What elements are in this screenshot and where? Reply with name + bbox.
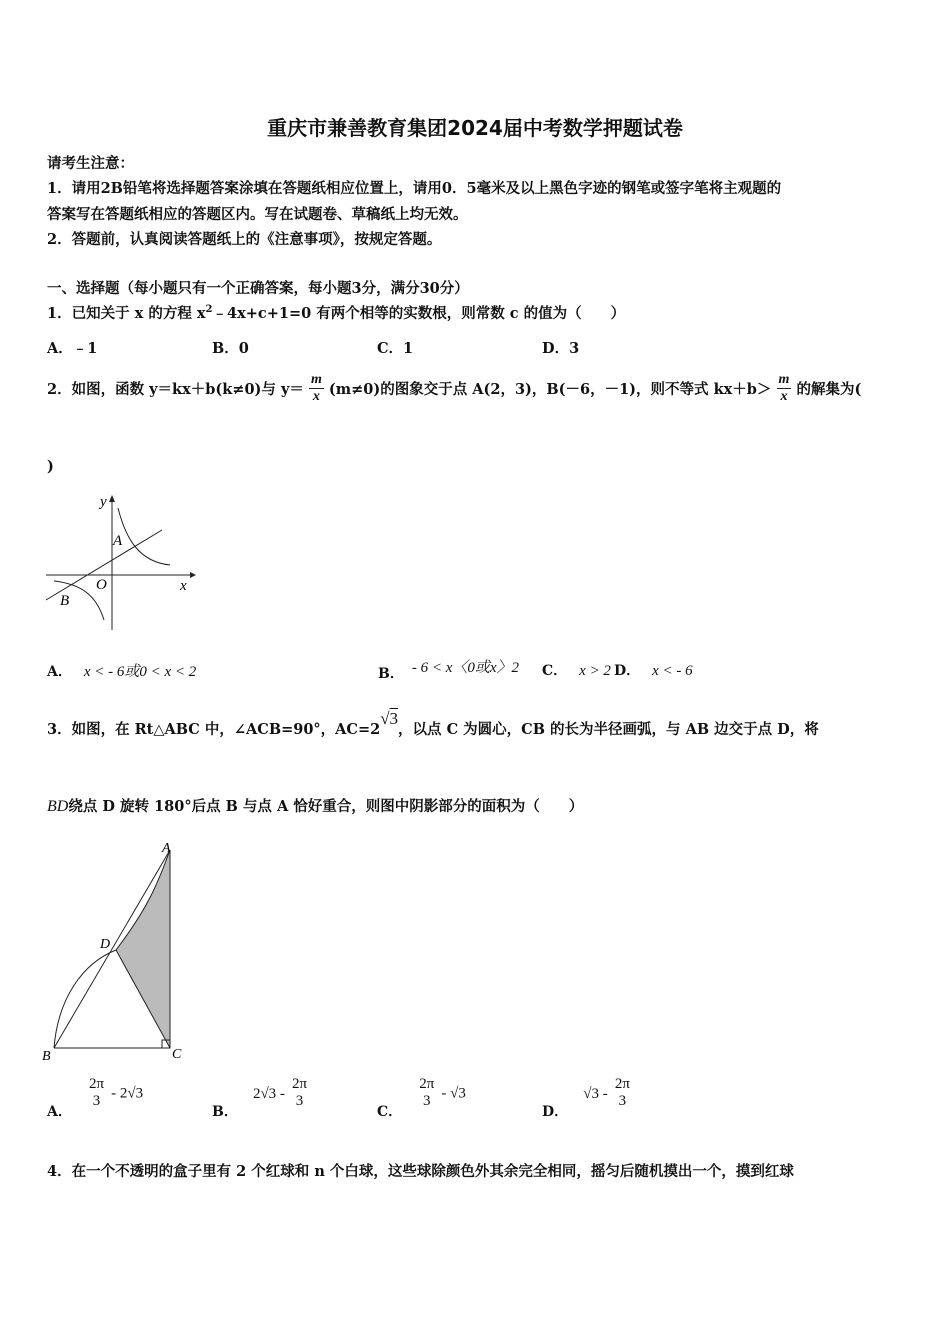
q2-option-d[interactable]: D． x < - 6 [614,663,693,679]
question-4: 4．在一个不透明的盒子里有 2 个红球和 n 个白球，这些球除颜色外其余完全相同，摇匀后随机摸出一个，摸到红球 [47,1163,794,1180]
figure-label-d: D [100,937,111,952]
q2-option-b[interactable]: B． - 6 < x〈0或x〉2 [378,660,520,682]
q3-line2 [47,795,583,816]
notice-line1a: 1．请用2B铅笔将选择题答案涂填在答题纸相应位置上，请用0．5毫米及以上黑色字迹的钢笔或签字笔将主观题的 [47,180,782,197]
page-title: 重庆市兼善教育集团2024届中考数学押题试卷 [267,116,683,140]
q1-text-a: 1．已知关于 x 的方程 x [47,305,206,322]
q3-option-b[interactable]: B． 2√3 - 2π 3 [212,1076,308,1120]
q3-text-b: ，以点 C 为圆心，CB 的长为半径画弧，与 AB 边交于点 D，将 [398,721,819,738]
x-axis-arrow [190,572,196,578]
section-heading: 一、选择题（每小题只有一个正确答案，每小题3分，满分30分） [47,280,469,297]
graph-label-y: y [100,494,107,510]
arc-bd-label: BD [47,798,69,815]
graph-label-b: B [60,593,70,609]
figure-label-c: C [172,1047,182,1062]
q1-option-b[interactable]: B．0 [212,340,249,357]
notice-line2: 2．答题前，认真阅读答题纸上的《注意事项》，按规定答题。 [47,231,442,248]
q2-text-c: 的解集为( [796,381,862,398]
q1-sup: 2 [205,304,213,316]
q3-option-a[interactable]: A． 2π 3 - 2√3 [47,1076,144,1120]
q3-option-d[interactable]: D． √3 - 2π 3 [542,1076,630,1120]
q3-option-c[interactable]: C． 2π 3 - √3 [377,1076,466,1120]
q3-text-a: 3．如图，在 Rt△ABC 中，∠ACB=90°，AC=2 [47,721,381,738]
graph-label-o: O [96,577,107,593]
q2-graph [40,490,200,635]
q2-fraction-2: $\frac{m}{x}$ [778,372,790,404]
notice-line1b: 答案写在答题纸相应的答题区内。写在试题卷、草稿纸上均无效。 [47,206,468,223]
graph-label-a: A [113,533,123,549]
q2-fraction-1: $\frac{m}{x}$ [310,372,322,404]
arc-bd [54,950,116,1048]
question-2 [47,372,861,405]
figure-label-b: B [42,1049,51,1063]
q1-option-d[interactable]: D．3 [542,340,580,357]
figure-label-a: A [162,841,171,856]
q2-text-b: (m≠0)的图象交于点 A(2，3)，B(－6，－1)，则不等式 kx＋b＞ [328,381,772,398]
q2-text-a: 2．如图，函数 y＝kx＋b(k≠0)与 y＝ [47,381,304,398]
q3-figure [38,838,198,1063]
q3-text-c: 绕点 D 旋转 180°后点 B 与点 A 恰好重合，则图中阴影部分的面积为（ ） [68,798,584,815]
q1-option-c[interactable]: C．1 [377,340,414,357]
q1-text-b: ﹣4x+c+1=0 有两个相等的实数根，则常数 c 的值为（ ） [212,305,626,322]
question-3: 3．如图，在 Rt△ABC 中，∠ACB=90°，AC=2√3，以点 C 为圆心，CB 的长为半径画弧，与 AB 边交于点 D，将 [47,709,819,738]
q1-option-a[interactable]: A．﹣1 [47,340,98,357]
q2-close-paren: ) [47,458,54,475]
question-1 [47,302,625,323]
graph-label-x: x [180,578,187,594]
hyperbola-branch-right [118,508,170,565]
q2-option-c[interactable]: C． x > 2 [542,663,611,679]
q2-option-a[interactable]: A． x < - 6或0 < x < 2 [47,664,197,680]
notice-heading: 请考生注意： [47,155,134,172]
shaded-region [116,850,170,1048]
y-axis-arrow [109,495,115,502]
q3-sqrt: 3 [389,709,399,728]
